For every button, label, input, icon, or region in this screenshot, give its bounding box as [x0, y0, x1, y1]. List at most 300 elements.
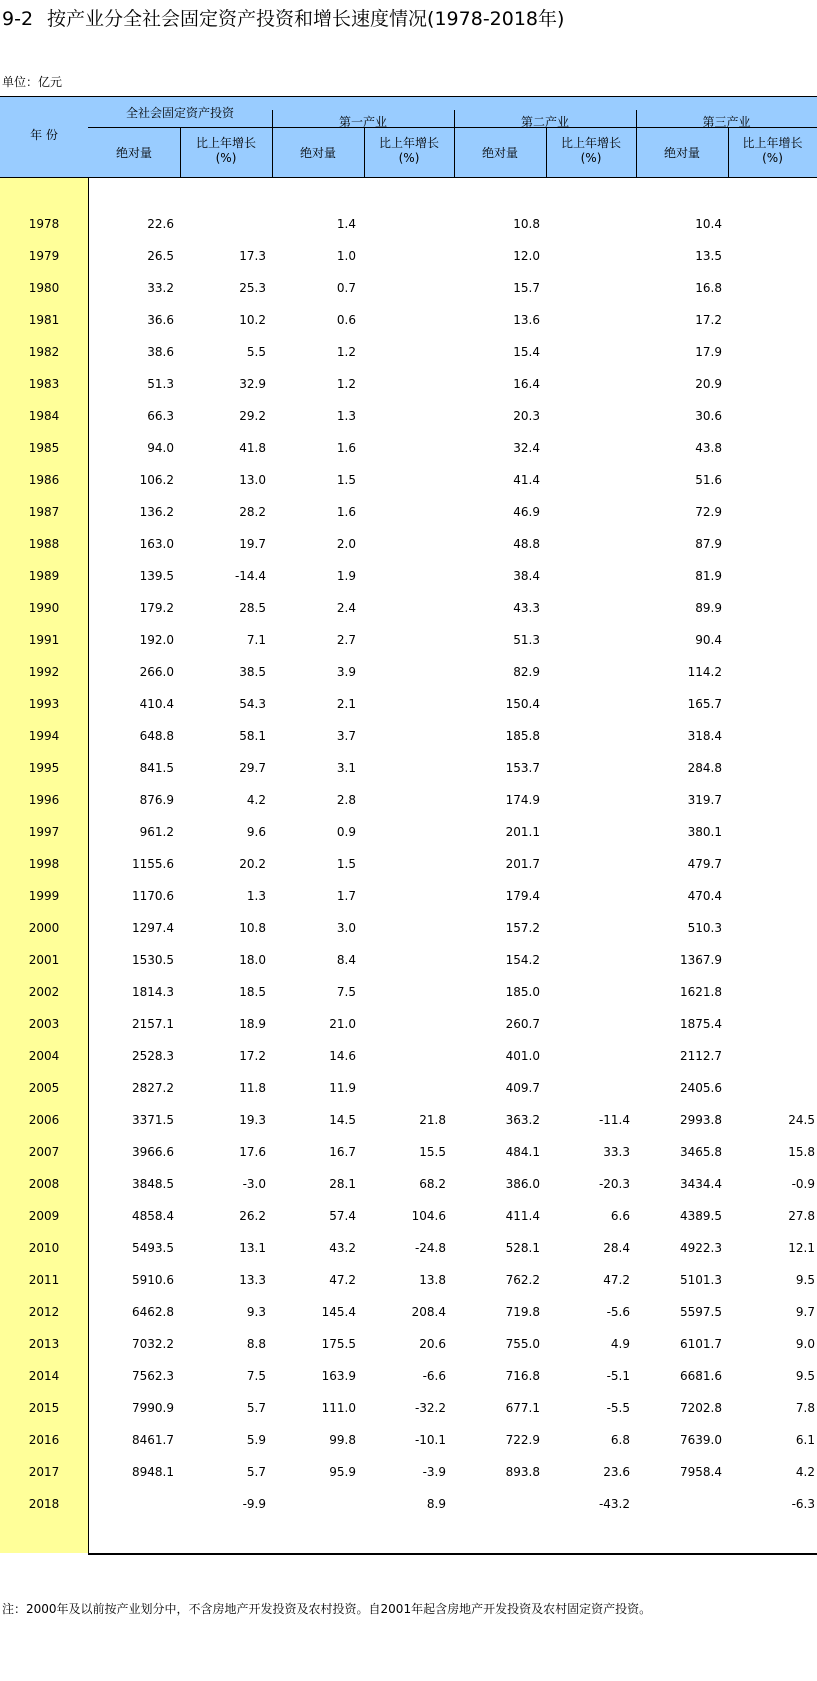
value-cell: 145.4 — [321, 1305, 356, 1319]
value-cell: -5.6 — [606, 1305, 630, 1319]
value-cell: 38.5 — [239, 665, 266, 679]
value-cell: 876.9 — [139, 793, 174, 807]
table-number: 9-2 — [2, 8, 34, 30]
value-cell: 9.6 — [246, 825, 266, 839]
value-cell: 9.0 — [795, 1337, 815, 1351]
value-cell: 111.0 — [321, 1401, 356, 1415]
year-cell: 1980 — [28, 281, 60, 295]
value-cell: 401.0 — [505, 1049, 540, 1063]
value-cell: 81.9 — [695, 569, 722, 583]
abs-header: 绝对量 — [481, 146, 518, 160]
value-cell: 1.2 — [336, 345, 356, 359]
value-cell: 99.8 — [329, 1433, 356, 1447]
table-bottom-border — [88, 1553, 817, 1555]
value-cell: 27.8 — [788, 1209, 815, 1223]
value-cell: 722.9 — [505, 1433, 540, 1447]
value-cell: 319.7 — [687, 793, 722, 807]
value-cell: 1.4 — [336, 217, 356, 231]
value-cell: 51.6 — [695, 473, 722, 487]
value-cell: 41.4 — [513, 473, 540, 487]
year-cell: 2013 — [28, 1337, 60, 1351]
table-title: 按产业分全社会固定资产投资和增长速度情况(1978-2018年) — [47, 8, 565, 30]
value-cell: 2528.3 — [132, 1049, 174, 1063]
table-row — [0, 1296, 817, 1328]
value-cell: 208.4 — [411, 1305, 446, 1319]
value-cell: 43.8 — [695, 441, 722, 455]
year-header: 年 份 — [30, 128, 58, 142]
table-row — [0, 880, 817, 912]
value-cell: 72.9 — [695, 505, 722, 519]
table-row — [0, 1072, 817, 1104]
table-row — [0, 1392, 817, 1424]
value-cell: 7990.9 — [132, 1401, 174, 1415]
value-cell: 28.2 — [239, 505, 266, 519]
value-cell: 17.9 — [695, 345, 722, 359]
value-cell: 13.1 — [239, 1241, 266, 1255]
value-cell: 3.0 — [336, 921, 356, 935]
value-cell: 38.4 — [513, 569, 540, 583]
value-cell: 5597.5 — [680, 1305, 722, 1319]
value-cell: 409.7 — [505, 1081, 540, 1095]
value-cell: 154.2 — [505, 953, 540, 967]
group-header-secondary: 第二产业 — [520, 115, 569, 129]
abs-header: 绝对量 — [663, 146, 700, 160]
value-cell: 4858.4 — [132, 1209, 174, 1223]
value-cell: -5.5 — [606, 1401, 630, 1415]
year-cell: 2005 — [28, 1081, 60, 1095]
value-cell: 25.3 — [239, 281, 266, 295]
value-cell: 23.6 — [603, 1465, 630, 1479]
year-cell: 2011 — [28, 1273, 60, 1287]
table-row — [0, 1488, 817, 1520]
year-cell: 2016 — [28, 1433, 60, 1447]
value-cell: -5.1 — [606, 1369, 630, 1383]
year-cell: 1995 — [28, 761, 60, 775]
value-cell: 2827.2 — [132, 1081, 174, 1095]
value-cell: 380.1 — [687, 825, 722, 839]
value-cell: 13.8 — [419, 1273, 446, 1287]
table-row — [0, 1264, 817, 1296]
value-cell: 260.7 — [505, 1017, 540, 1031]
value-cell: 10.8 — [239, 921, 266, 935]
value-cell: 6462.8 — [132, 1305, 174, 1319]
table-row — [0, 912, 817, 944]
value-cell: 1621.8 — [680, 985, 722, 999]
value-cell: 174.9 — [505, 793, 540, 807]
value-cell: 7032.2 — [132, 1337, 174, 1351]
value-cell: 68.2 — [419, 1177, 446, 1191]
value-cell: -32.2 — [414, 1401, 446, 1415]
value-cell: 9.5 — [795, 1273, 815, 1287]
value-cell: 1814.3 — [132, 985, 174, 999]
table-row — [0, 496, 817, 528]
value-cell: 21.8 — [419, 1113, 446, 1127]
value-cell: 2993.8 — [680, 1113, 722, 1127]
footnote: 注：2000年及以前按产业划分中，不含房地产开发投资及农村投资。自2001年起含房地产开发投资及农村固定资产投资。 — [2, 1602, 652, 1616]
value-cell: 7202.8 — [680, 1401, 722, 1415]
table-row — [0, 240, 817, 272]
growth-header: 比上年增长 (%) — [195, 136, 256, 165]
year-cell: 1997 — [28, 825, 60, 839]
value-cell: 7.8 — [795, 1401, 815, 1415]
value-cell: 762.2 — [505, 1273, 540, 1287]
value-cell: 3434.4 — [680, 1177, 722, 1191]
value-cell: 185.8 — [505, 729, 540, 743]
table-row — [0, 976, 817, 1008]
value-cell: 2.8 — [336, 793, 356, 807]
table-row — [0, 624, 817, 656]
value-cell: 16.7 — [329, 1145, 356, 1159]
value-cell: 15.8 — [788, 1145, 815, 1159]
value-cell: 26.5 — [147, 249, 174, 263]
year-cell: 1986 — [28, 473, 60, 487]
value-cell: -10.1 — [414, 1433, 446, 1447]
value-cell: -14.4 — [234, 569, 266, 583]
value-cell: 11.9 — [329, 1081, 356, 1095]
value-cell: 1.5 — [336, 473, 356, 487]
year-cell: 2009 — [28, 1209, 60, 1223]
value-cell: 1875.4 — [680, 1017, 722, 1031]
year-cell: 2004 — [28, 1049, 60, 1063]
value-cell: 9.5 — [795, 1369, 815, 1383]
value-cell: 14.6 — [329, 1049, 356, 1063]
year-cell: 1999 — [28, 889, 60, 903]
value-cell: 10.8 — [513, 217, 540, 231]
value-cell: 179.2 — [139, 601, 174, 615]
table-row — [0, 1200, 817, 1232]
value-cell: 157.2 — [505, 921, 540, 935]
value-cell: 1.0 — [336, 249, 356, 263]
abs-header: 绝对量 — [115, 146, 152, 160]
value-cell: 363.2 — [505, 1113, 540, 1127]
value-cell: 82.9 — [513, 665, 540, 679]
value-cell: 20.6 — [419, 1337, 446, 1351]
value-cell: 2405.6 — [680, 1081, 722, 1095]
value-cell: 179.4 — [505, 889, 540, 903]
value-cell: 4922.3 — [680, 1241, 722, 1255]
table-row — [0, 688, 817, 720]
value-cell: 1.6 — [336, 441, 356, 455]
table-row — [0, 1360, 817, 1392]
value-cell: 3966.6 — [132, 1145, 174, 1159]
table-row — [0, 432, 817, 464]
value-cell: 2.1 — [336, 697, 356, 711]
value-cell: -3.0 — [242, 1177, 266, 1191]
value-cell: 192.0 — [139, 633, 174, 647]
year-cell: 1993 — [28, 697, 60, 711]
value-cell: -0.9 — [791, 1177, 815, 1191]
value-cell: 15.7 — [513, 281, 540, 295]
table-row — [0, 336, 817, 368]
value-cell: 7639.0 — [680, 1433, 722, 1447]
value-cell: 528.1 — [505, 1241, 540, 1255]
growth-header: 比上年增长 (%) — [742, 136, 803, 165]
table-row — [0, 208, 817, 240]
header-bottom-border — [0, 177, 817, 178]
value-cell: 46.9 — [513, 505, 540, 519]
table-row — [0, 1424, 817, 1456]
table-row — [0, 720, 817, 752]
value-cell: 8948.1 — [132, 1465, 174, 1479]
value-cell: 51.3 — [513, 633, 540, 647]
value-cell: 136.2 — [139, 505, 174, 519]
value-cell: 3.1 — [336, 761, 356, 775]
value-cell: 104.6 — [411, 1209, 446, 1223]
value-cell: 5910.6 — [132, 1273, 174, 1287]
value-cell: 28.4 — [603, 1241, 630, 1255]
value-cell: 2.7 — [336, 633, 356, 647]
group-header-primary: 第一产业 — [338, 115, 387, 129]
value-cell: 165.7 — [687, 697, 722, 711]
value-cell: 54.3 — [239, 697, 266, 711]
year-cell: 2014 — [28, 1369, 60, 1383]
value-cell: 3848.5 — [132, 1177, 174, 1191]
year-cell: 2015 — [28, 1401, 60, 1415]
table-row — [0, 1232, 817, 1264]
value-cell: 11.8 — [239, 1081, 266, 1095]
value-cell: 58.1 — [239, 729, 266, 743]
value-cell: 648.8 — [139, 729, 174, 743]
value-cell: 36.6 — [147, 313, 174, 327]
value-cell: 150.4 — [505, 697, 540, 711]
table-row — [0, 1168, 817, 1200]
value-cell: -6.3 — [791, 1497, 815, 1511]
value-cell: 5.9 — [246, 1433, 266, 1447]
value-cell: 15.5 — [419, 1145, 446, 1159]
value-cell: 16.8 — [695, 281, 722, 295]
table-row — [0, 656, 817, 688]
table-row — [0, 1328, 817, 1360]
value-cell: 411.4 — [505, 1209, 540, 1223]
value-cell: 1.5 — [336, 857, 356, 871]
value-cell: 6.6 — [610, 1209, 630, 1223]
value-cell: 5.7 — [246, 1401, 266, 1415]
value-cell: 4.2 — [246, 793, 266, 807]
value-cell: -9.9 — [242, 1497, 266, 1511]
value-cell: 1.7 — [336, 889, 356, 903]
value-cell: 87.9 — [695, 537, 722, 551]
value-cell: 47.2 — [329, 1273, 356, 1287]
value-cell: 16.4 — [513, 377, 540, 391]
value-cell: 6.1 — [795, 1433, 815, 1447]
year-cell: 1989 — [28, 569, 60, 583]
value-cell: 7958.4 — [680, 1465, 722, 1479]
year-cell: 1984 — [28, 409, 60, 423]
value-cell: 6101.7 — [680, 1337, 722, 1351]
table-row — [0, 560, 817, 592]
value-cell: -11.4 — [598, 1113, 630, 1127]
value-cell: 139.5 — [139, 569, 174, 583]
value-cell: 8.4 — [336, 953, 356, 967]
value-cell: 0.7 — [336, 281, 356, 295]
value-cell: 95.9 — [329, 1465, 356, 1479]
year-cell: 2001 — [28, 953, 60, 967]
value-cell: 1155.6 — [132, 857, 174, 871]
value-cell: 13.6 — [513, 313, 540, 327]
year-cell: 2018 — [28, 1497, 60, 1511]
value-cell: 13.0 — [239, 473, 266, 487]
year-cell: 1998 — [28, 857, 60, 871]
value-cell: 24.5 — [788, 1113, 815, 1127]
value-cell: -6.6 — [422, 1369, 446, 1383]
value-cell: 1.3 — [336, 409, 356, 423]
table-row — [0, 1040, 817, 1072]
year-cell: 1979 — [28, 249, 60, 263]
value-cell: 10.2 — [239, 313, 266, 327]
value-cell: 185.0 — [505, 985, 540, 999]
table-row — [0, 752, 817, 784]
group-header-total: 全社会固定资产投资 — [125, 106, 234, 120]
value-cell: 9.7 — [795, 1305, 815, 1319]
value-cell: 10.4 — [695, 217, 722, 231]
value-cell: 20.3 — [513, 409, 540, 423]
value-cell: 163.9 — [321, 1369, 356, 1383]
year-cell: 1990 — [28, 601, 60, 615]
value-cell: 201.7 — [505, 857, 540, 871]
value-cell: 13.3 — [239, 1273, 266, 1287]
value-cell: 3371.5 — [132, 1113, 174, 1127]
table-row — [0, 528, 817, 560]
value-cell: 18.5 — [239, 985, 266, 999]
value-cell: 5.5 — [246, 345, 266, 359]
value-cell: 6.8 — [610, 1433, 630, 1447]
value-cell: 266.0 — [139, 665, 174, 679]
value-cell: 18.0 — [239, 953, 266, 967]
value-cell: 1.9 — [336, 569, 356, 583]
table-row — [0, 784, 817, 816]
growth-header: 比上年增长 (%) — [378, 136, 439, 165]
year-cell: 2012 — [28, 1305, 60, 1319]
unit-label: 单位：亿元 — [2, 75, 63, 89]
value-cell: 410.4 — [139, 697, 174, 711]
table-row — [0, 848, 817, 880]
table-row — [0, 272, 817, 304]
year-cell: 2000 — [28, 921, 60, 935]
value-cell: 5493.5 — [132, 1241, 174, 1255]
value-cell: -20.3 — [598, 1177, 630, 1191]
table-row — [0, 1104, 817, 1136]
value-cell: 510.3 — [687, 921, 722, 935]
abs-header: 绝对量 — [299, 146, 336, 160]
value-cell: 8.9 — [426, 1497, 446, 1511]
table-row — [0, 1136, 817, 1168]
value-cell: 12.0 — [513, 249, 540, 263]
value-cell: 9.3 — [246, 1305, 266, 1319]
value-cell: 961.2 — [139, 825, 174, 839]
group-header-tertiary: 第三产业 — [702, 115, 751, 129]
value-cell: 1367.9 — [680, 953, 722, 967]
value-cell: 32.4 — [513, 441, 540, 455]
value-cell: 90.4 — [695, 633, 722, 647]
value-cell: 2.0 — [336, 537, 356, 551]
year-cell: 1996 — [28, 793, 60, 807]
value-cell: 12.1 — [788, 1241, 815, 1255]
value-cell: 0.6 — [336, 313, 356, 327]
value-cell: 6681.6 — [680, 1369, 722, 1383]
value-cell: 4.9 — [610, 1337, 630, 1351]
year-cell: 1983 — [28, 377, 60, 391]
year-cell: 1985 — [28, 441, 60, 455]
value-cell: 1170.6 — [132, 889, 174, 903]
value-cell: 48.8 — [513, 537, 540, 551]
value-cell: 677.1 — [505, 1401, 540, 1415]
year-cell: 2002 — [28, 985, 60, 999]
year-cell: 1982 — [28, 345, 60, 359]
year-cell: 2003 — [28, 1017, 60, 1031]
value-cell: 8.8 — [246, 1337, 266, 1351]
value-cell: 893.8 — [505, 1465, 540, 1479]
table-row — [0, 304, 817, 336]
year-cell: 2010 — [28, 1241, 60, 1255]
value-cell: 43.3 — [513, 601, 540, 615]
value-cell: 1530.5 — [132, 953, 174, 967]
value-cell: 28.1 — [329, 1177, 356, 1191]
value-cell: 841.5 — [139, 761, 174, 775]
year-cell: 1988 — [28, 537, 60, 551]
value-cell: -24.8 — [414, 1241, 446, 1255]
year-cell: 1978 — [28, 217, 60, 231]
value-cell: 5.7 — [246, 1465, 266, 1479]
value-cell: 20.2 — [239, 857, 266, 871]
value-cell: 484.1 — [505, 1145, 540, 1159]
value-cell: 22.6 — [147, 217, 174, 231]
table-row — [0, 944, 817, 976]
value-cell: 14.5 — [329, 1113, 356, 1127]
value-cell: 15.4 — [513, 345, 540, 359]
year-cell: 2006 — [28, 1113, 60, 1127]
value-cell: 38.6 — [147, 345, 174, 359]
value-cell: 7.5 — [246, 1369, 266, 1383]
value-cell: 716.8 — [505, 1369, 540, 1383]
value-cell: 41.8 — [239, 441, 266, 455]
value-cell: 66.3 — [147, 409, 174, 423]
table-row — [0, 592, 817, 624]
value-cell: 33.3 — [603, 1145, 630, 1159]
value-cell: 13.5 — [695, 249, 722, 263]
value-cell: 201.1 — [505, 825, 540, 839]
value-cell: 29.2 — [239, 409, 266, 423]
value-cell: 20.9 — [695, 377, 722, 391]
value-cell: 318.4 — [687, 729, 722, 743]
year-cell: 1987 — [28, 505, 60, 519]
table-row — [0, 1008, 817, 1040]
value-cell: 3.9 — [336, 665, 356, 679]
value-cell: 29.7 — [239, 761, 266, 775]
value-cell: 47.2 — [603, 1273, 630, 1287]
value-cell: 284.8 — [687, 761, 722, 775]
value-cell: 2.4 — [336, 601, 356, 615]
value-cell: -3.9 — [422, 1465, 446, 1479]
value-cell: 386.0 — [505, 1177, 540, 1191]
year-cell: 2007 — [28, 1145, 60, 1159]
value-cell: 2112.7 — [680, 1049, 722, 1063]
value-cell: 4389.5 — [680, 1209, 722, 1223]
table-row — [0, 464, 817, 496]
value-cell: 19.7 — [239, 537, 266, 551]
value-cell: 19.3 — [239, 1113, 266, 1127]
table-row — [0, 1456, 817, 1488]
value-cell: 26.2 — [239, 1209, 266, 1223]
value-cell: 7562.3 — [132, 1369, 174, 1383]
page-title — [2, 4, 564, 31]
value-cell: -43.2 — [598, 1497, 630, 1511]
value-cell: 30.6 — [695, 409, 722, 423]
value-cell: 153.7 — [505, 761, 540, 775]
value-cell: 51.3 — [147, 377, 174, 391]
year-cell: 2017 — [28, 1465, 60, 1479]
value-cell: 33.2 — [147, 281, 174, 295]
value-cell: 57.4 — [329, 1209, 356, 1223]
